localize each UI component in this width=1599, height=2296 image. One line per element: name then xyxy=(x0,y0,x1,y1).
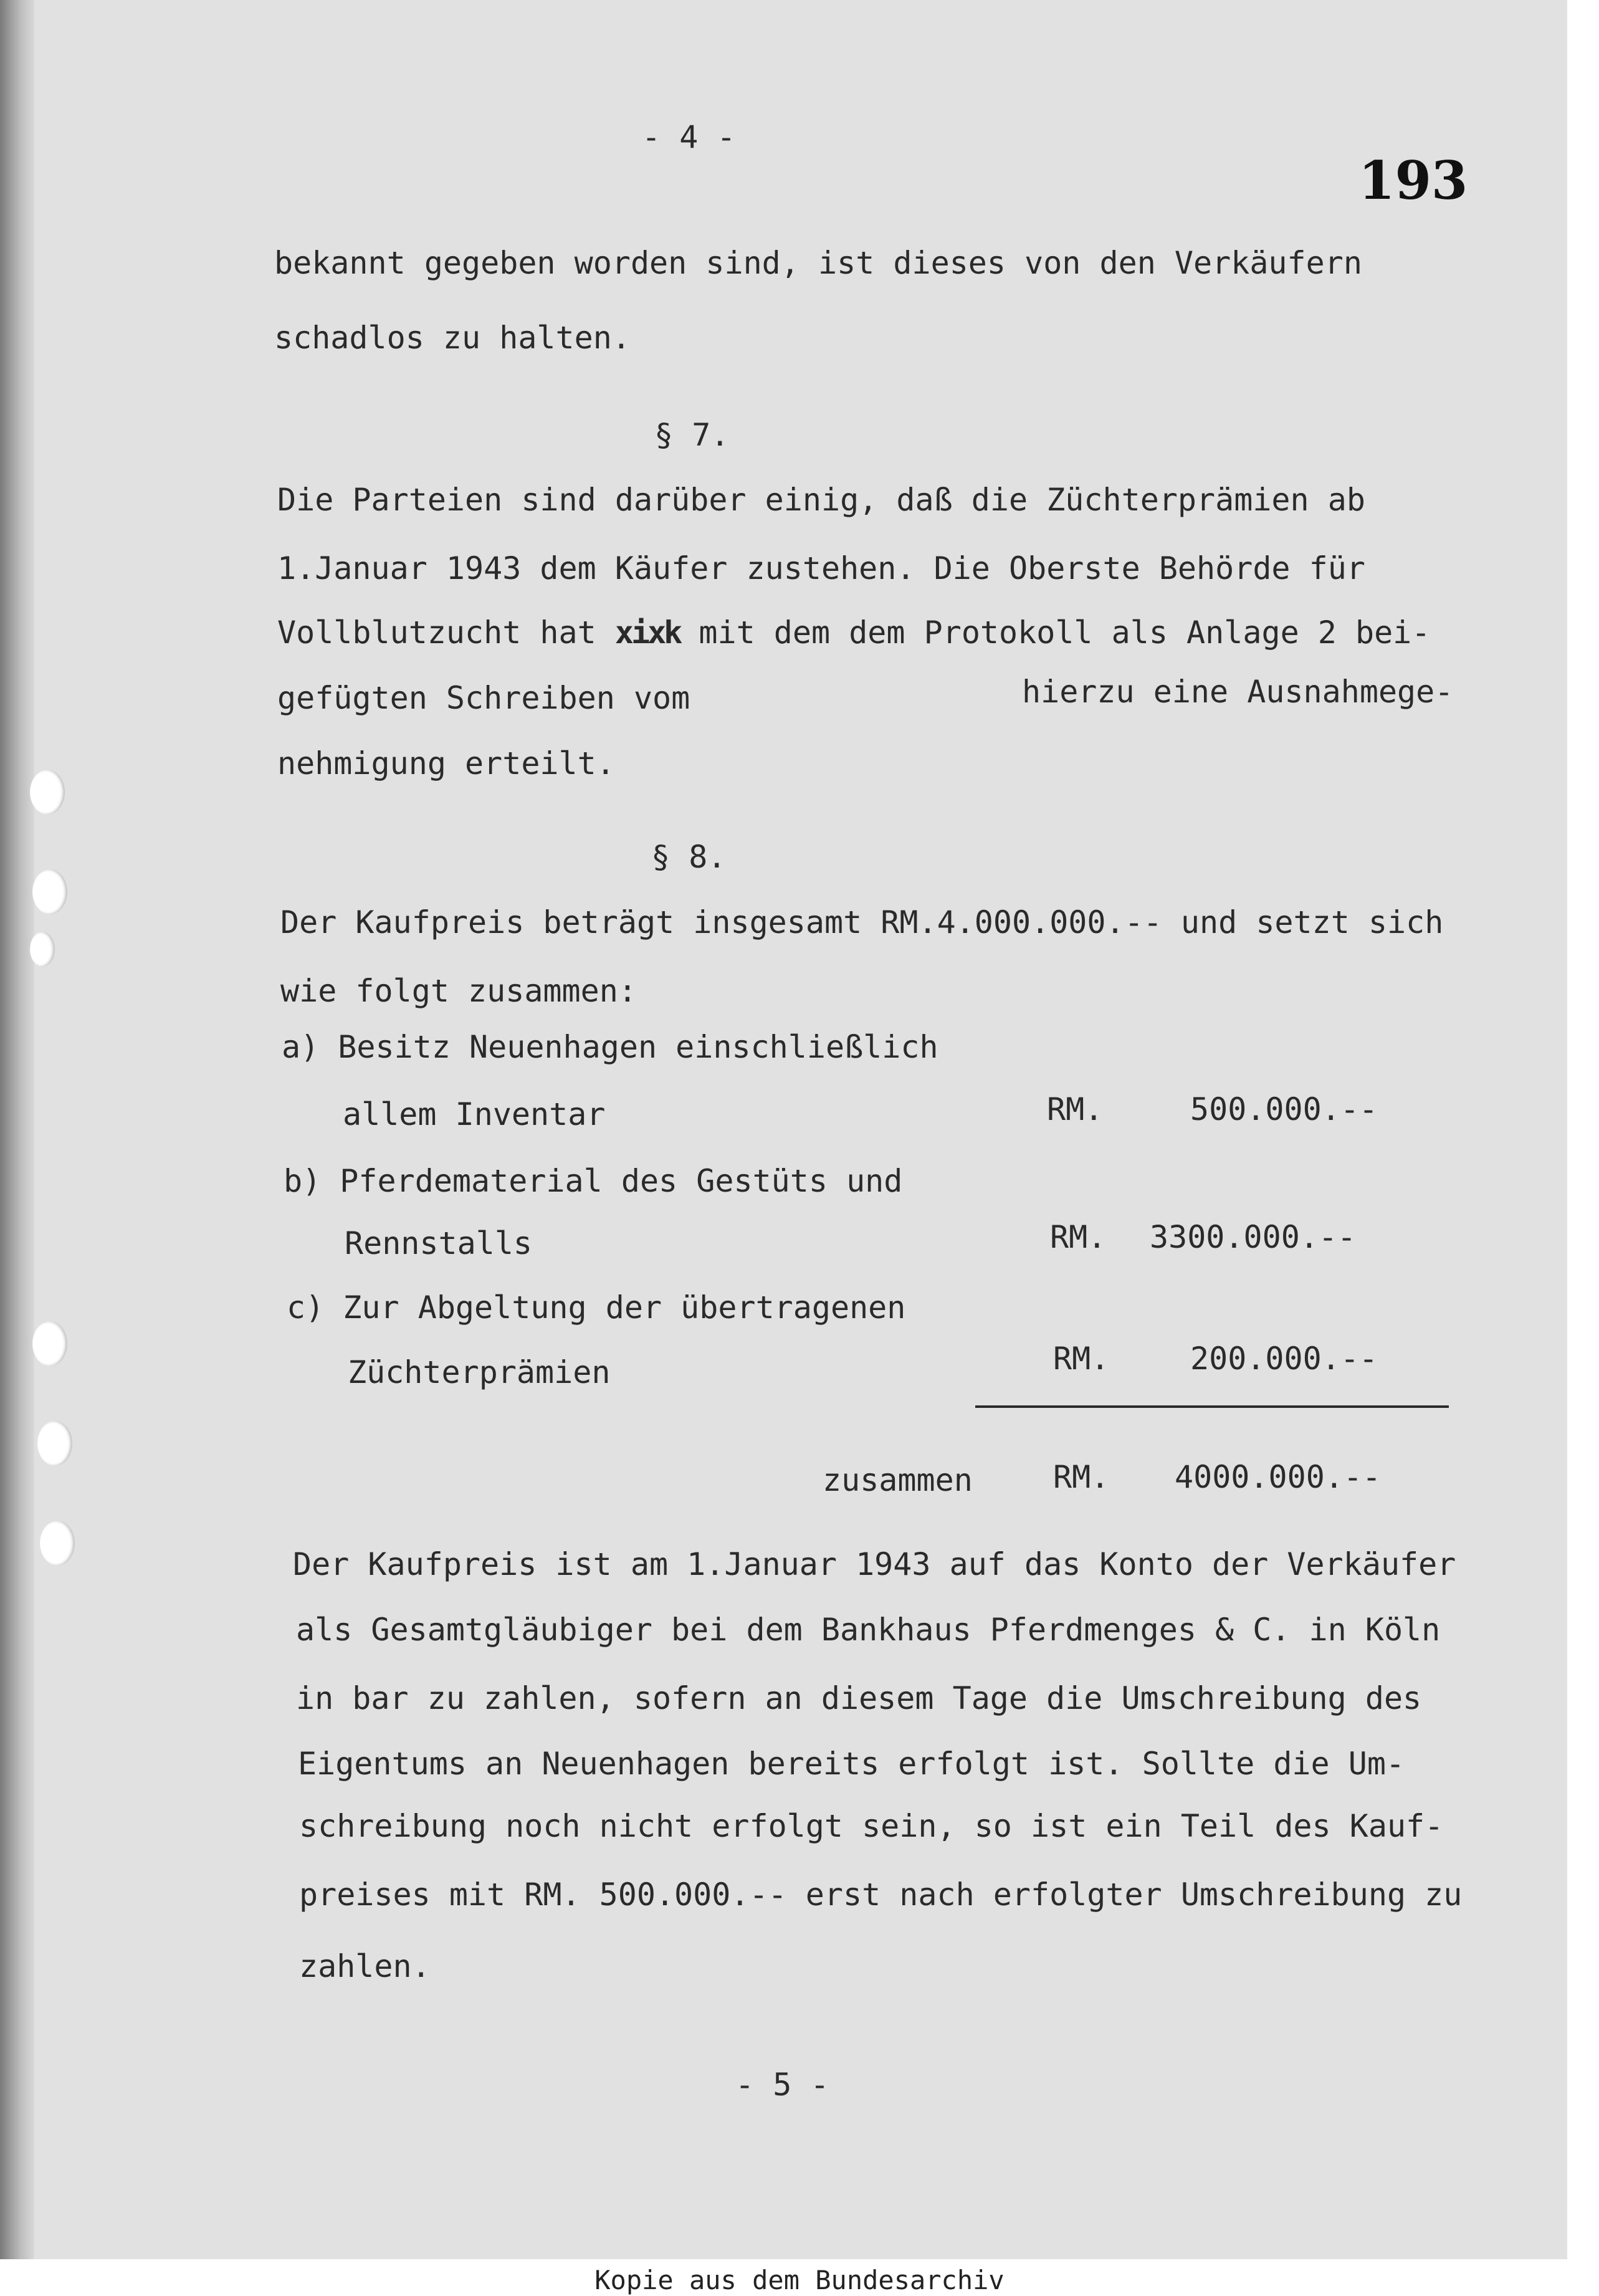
sum-rule xyxy=(975,1405,1449,1408)
text-line xyxy=(277,614,1430,651)
price-item-label: a) Besitz Neuenhagen einschließlich xyxy=(282,1029,938,1065)
price-currency: RM. xyxy=(1047,1091,1104,1127)
archive-footer: Kopie aus dem Bundesarchiv xyxy=(594,2265,1005,2295)
punch-hole xyxy=(37,1421,72,1466)
punch-hole xyxy=(32,1321,67,1366)
text-line: hierzu eine Ausnahmege- xyxy=(1022,674,1454,710)
price-item-label: b) Pferdematerial des Gestüts und xyxy=(284,1163,903,1199)
punch-hole xyxy=(30,770,65,815)
price-item-label: c) Zur Abgeltung der übertragenen xyxy=(287,1289,906,1326)
text-line: Eigentums an Neuenhagen bereits erfolgt ist. Sollte die Um- xyxy=(298,1746,1405,1782)
text-line: schadlos zu halten. xyxy=(274,320,631,356)
text-line: Der Kaufpreis ist am 1.Januar 1943 auf das Konto der Verkäufer xyxy=(293,1546,1456,1582)
text-line: 1.Januar 1943 dem Käufer zustehen. Die Oberste Behörde für xyxy=(277,550,1365,586)
punch-hole xyxy=(30,932,55,967)
text-line: bekannt gegeben worden sind, ist dieses von den Verkäufern xyxy=(274,245,1362,281)
text-line: wie folgt zusammen: xyxy=(280,973,637,1009)
section-heading: § 8. xyxy=(651,839,727,875)
text-line: zahlen. xyxy=(299,1948,431,1984)
text-line: schreibung noch nicht erfolgt sein, so ist ein Teil des Kauf- xyxy=(299,1808,1444,1844)
total-amount: 4000.000.-- xyxy=(1175,1459,1382,1495)
price-currency: RM. xyxy=(1050,1219,1107,1255)
text-line: als Gesamtgläubiger bei dem Bankhaus Pferdmenges & C. in Köln xyxy=(296,1612,1441,1648)
total-label: zusammen xyxy=(823,1462,973,1498)
struck-through-word: xixk xyxy=(614,615,680,651)
scan-margin xyxy=(1567,0,1599,2259)
binding-shadow xyxy=(0,0,34,2259)
text-line: preises mit RM. 500.000.-- erst nach erfolgter Umschreibung zu xyxy=(299,1877,1463,1913)
folio-stamp: 193 xyxy=(1358,150,1468,211)
page-number: - 4 - xyxy=(642,119,736,155)
price-amount: 200.000.-- xyxy=(1190,1341,1378,1377)
price-item-label: Rennstalls xyxy=(345,1225,533,1261)
total-currency: RM. xyxy=(1053,1459,1110,1495)
text-fragment: Vollblutzucht hat xyxy=(277,615,615,651)
section-heading: § 7. xyxy=(654,417,730,453)
price-amount: 500.000.-- xyxy=(1190,1091,1378,1127)
price-item-label: Züchterprämien xyxy=(348,1354,611,1390)
text-line: Der Kaufpreis beträgt insgesamt RM.4.000.000.-- und setzt sich xyxy=(280,904,1444,940)
text-line: nehmigung erteilt. xyxy=(277,745,615,782)
price-amount: 3300.000.-- xyxy=(1150,1219,1357,1255)
price-currency: RM. xyxy=(1053,1341,1110,1377)
text-fragment: mit dem dem Protokoll als Anlage 2 bei- xyxy=(680,615,1431,651)
punch-hole xyxy=(40,1521,75,1566)
text-line: in bar zu zahlen, sofern an diesem Tage die Umschreibung des xyxy=(296,1680,1422,1716)
punch-hole xyxy=(32,869,67,914)
next-page-marker: - 5 - xyxy=(735,2067,829,2103)
text-line: gefügten Schreiben vom xyxy=(277,680,690,716)
price-item-label: allem Inventar xyxy=(343,1096,606,1132)
text-line: Die Parteien sind darüber einig, daß die Züchterprämien ab xyxy=(277,482,1365,518)
